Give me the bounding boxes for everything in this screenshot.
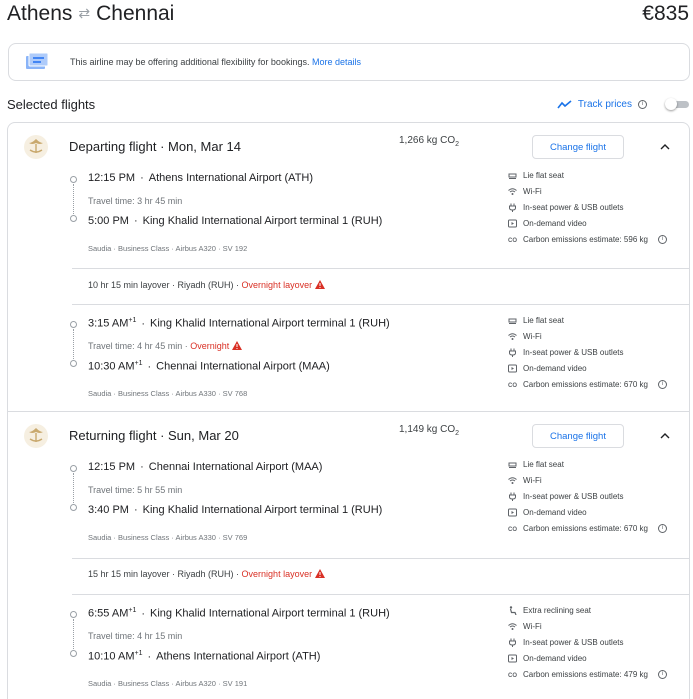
departure-airport: King Khalid International Airport terminal 1 (RUH): [150, 607, 390, 620]
amenity-label: Lie flat seat: [523, 171, 564, 180]
overnight-warning: Overnight: [190, 341, 230, 351]
travel-time-text: Travel time: 4 hr 15 min: [88, 631, 183, 641]
power-plug-icon: [508, 638, 517, 647]
layover-text: 15 hr 15 min layover · Riyadh (RUH) ·: [88, 569, 242, 579]
layover-info: [88, 280, 325, 290]
amenity-item: [508, 348, 624, 357]
arrival-airport: Chennai International Airport (MAA): [156, 360, 330, 373]
layover-divider: [72, 268, 689, 269]
notice-message: This airline may be offering additional flexibility for bookings. More details: [70, 57, 362, 67]
ticket-icon: [25, 52, 49, 72]
separator: ·: [182, 341, 191, 351]
departure-airport: King Khalid International Airport terminal 1 (RUH): [150, 317, 390, 330]
arrival-day-offset: +1: [134, 360, 143, 367]
separator: ·: [147, 650, 152, 663]
amenity-label: In-seat power & USB outlets: [523, 203, 624, 212]
route-line: [73, 619, 74, 649]
departure-dot: [70, 465, 77, 472]
info-icon[interactable]: i: [658, 524, 667, 533]
arrival-row: [88, 215, 382, 227]
flat-seat-icon: [508, 460, 517, 469]
departure-airport: Athens International Airport (ATH): [148, 172, 314, 184]
departure-time: 6:55 AM: [88, 607, 129, 620]
amenity-item: [508, 235, 667, 244]
amenity-item: [508, 187, 542, 196]
flight-details: Saudia · Business Class · Airbus A320 · SV 192: [88, 244, 248, 253]
amenity-item: [508, 219, 587, 228]
svg-text:CO: CO: [508, 673, 517, 679]
track-prices-toggle[interactable]: [665, 98, 689, 110]
departure-airport: Chennai International Airport (MAA): [148, 461, 323, 473]
amenity-item: [508, 670, 667, 679]
flat-seat-icon: [508, 171, 517, 180]
wifi-icon: [508, 187, 517, 196]
svg-text:CO: CO: [508, 238, 517, 244]
separator: ·: [156, 139, 169, 154]
amenity-label: Wi-Fi: [523, 622, 542, 631]
wifi-icon: [508, 476, 517, 485]
section-date: Mon, Mar 14: [168, 139, 241, 154]
separator: ·: [156, 428, 169, 443]
video-icon: [508, 364, 517, 373]
amenity-label: In-seat power & USB outlets: [523, 492, 624, 501]
amenity-item: [508, 492, 624, 501]
power-plug-icon: [508, 348, 517, 357]
video-icon: [508, 508, 517, 517]
section-co2: [399, 424, 459, 437]
flight-section-heading: [69, 139, 241, 154]
amenity-item: [508, 606, 591, 615]
destination-city: Chennai: [96, 2, 175, 25]
amenity-label: Wi-Fi: [523, 476, 542, 485]
travel-time: [88, 631, 182, 641]
departure-dot: [70, 176, 77, 183]
amenity-label: Carbon emissions estimate: 596 kg: [523, 235, 648, 244]
trip-title: [7, 2, 174, 26]
info-icon[interactable]: i: [658, 380, 667, 389]
section-divider: [8, 411, 689, 412]
layover-divider: [72, 594, 689, 595]
separator: ·: [133, 504, 138, 516]
info-icon[interactable]: i: [638, 100, 647, 109]
travel-time: [88, 485, 182, 495]
arrival-dot: [70, 215, 77, 222]
co2-icon: [508, 380, 517, 389]
co2-icon: [508, 524, 517, 533]
separator: ·: [133, 215, 138, 227]
warning-icon: [315, 280, 325, 289]
amenity-item: [508, 460, 564, 469]
trend-icon: [557, 100, 572, 109]
arrival-row: [88, 360, 330, 373]
amenity-label: Extra reclining seat: [523, 606, 592, 615]
route-line: [73, 184, 74, 214]
arrival-time: 3:40 PM: [88, 504, 129, 516]
route-line: [73, 473, 74, 503]
separator: ·: [147, 360, 152, 373]
more-details-link[interactable]: More details: [311, 57, 362, 67]
saudia-logo: [23, 134, 49, 160]
departure-dot: [70, 611, 77, 618]
arrival-time: 5:00 PM: [88, 215, 129, 227]
wifi-icon: [508, 332, 517, 341]
total-price: €835: [642, 2, 689, 25]
departure-time: 3:15 AM: [88, 317, 129, 330]
arrival-dot: [70, 360, 77, 367]
video-icon: [508, 654, 517, 663]
arrival-time: 10:30 AM: [88, 360, 135, 373]
flight-details: Saudia · Business Class · Airbus A320 · SV 191: [88, 679, 248, 688]
section-label: Returning flight: [69, 428, 157, 443]
layover-divider: [72, 558, 689, 559]
separator: ·: [141, 607, 146, 620]
amenity-label: On-demand video: [523, 508, 587, 517]
amenity-label: Carbon emissions estimate: 670 kg: [523, 380, 648, 389]
amenity-label: Carbon emissions estimate: 670 kg: [523, 524, 648, 533]
chevron-up-icon[interactable]: [659, 432, 671, 440]
co2-subscript: 2: [455, 141, 460, 148]
amenity-item: [508, 524, 667, 533]
track-prices-control[interactable]: [557, 99, 647, 110]
svg-text:CO: CO: [508, 527, 517, 533]
arrival-airport: King Khalid International Airport terminal 1 (RUH): [142, 504, 383, 516]
amenity-label: Lie flat seat: [523, 460, 564, 469]
amenity-item: [508, 476, 542, 485]
amenity-item: [508, 203, 624, 212]
section-date: Sun, Mar 20: [168, 428, 239, 443]
power-plug-icon: [508, 203, 517, 212]
co2-value: 1,266 kg CO: [399, 135, 456, 146]
arrival-dot: [70, 504, 77, 511]
change-flight-button[interactable]: Change flight: [532, 424, 624, 448]
arrival-dot: [70, 650, 77, 657]
info-icon[interactable]: i: [658, 235, 667, 244]
departure-dot: [70, 321, 77, 328]
amenity-item: [508, 316, 564, 325]
flexibility-notice: [8, 43, 690, 81]
travel-time-text: Travel time: 3 hr 45 min: [88, 196, 183, 206]
travel-time: [88, 341, 242, 351]
departure-time: 12:15 PM: [88, 172, 136, 184]
amenity-label: Lie flat seat: [523, 316, 564, 325]
arrival-airport: King Khalid International Airport terminal 1 (RUH): [142, 215, 383, 227]
warning-icon: [232, 341, 242, 350]
co2-icon: [508, 670, 517, 679]
separator: ·: [140, 172, 144, 184]
amenity-label: On-demand video: [523, 364, 587, 373]
track-prices-label: Track prices: [577, 99, 632, 110]
reclining-seat-icon: [508, 606, 517, 615]
wifi-icon: [508, 622, 517, 631]
amenity-label: On-demand video: [523, 219, 587, 228]
amenity-label: In-seat power & USB outlets: [523, 348, 624, 357]
amenity-item: [508, 622, 542, 631]
amenity-label: Wi-Fi: [523, 332, 542, 341]
saudia-logo: [23, 423, 49, 449]
flight-details: Saudia · Business Class · Airbus A330 · SV 769: [88, 533, 248, 542]
section-co2: [399, 135, 459, 148]
amenity-item: [508, 380, 667, 389]
layover-warning: Overnight layover: [241, 280, 313, 290]
arrival-row: [88, 650, 320, 663]
co2-icon: [508, 235, 517, 244]
departure-row: [88, 172, 313, 184]
separator: ·: [141, 317, 146, 330]
flat-seat-icon: [508, 316, 517, 325]
amenity-item: [508, 332, 542, 341]
amenity-item: [508, 364, 587, 373]
arrival-airport: Athens International Airport (ATH): [156, 650, 321, 663]
amenity-label: In-seat power & USB outlets: [523, 638, 624, 647]
amenity-item: [508, 508, 587, 517]
power-plug-icon: [508, 492, 517, 501]
departure-day-offset: +1: [128, 317, 137, 324]
flight-details: Saudia · Business Class · Airbus A330 · SV 768: [88, 389, 248, 398]
amenity-label: On-demand video: [523, 654, 587, 663]
origin-city: Athens: [7, 2, 73, 25]
departure-row: [88, 461, 322, 473]
amenity-label: Carbon emissions estimate: 479 kg: [523, 670, 648, 679]
video-icon: [508, 219, 517, 228]
warning-icon: [315, 569, 325, 578]
change-flight-button[interactable]: Change flight: [532, 135, 624, 159]
svg-text:CO: CO: [508, 383, 517, 389]
travel-time-text: Travel time: 5 hr 55 min: [88, 485, 183, 495]
amenity-label: Wi-Fi: [523, 187, 542, 196]
route-line: [73, 329, 74, 359]
arrival-row: [88, 504, 382, 516]
chevron-up-icon[interactable]: [659, 143, 671, 151]
selected-flights-heading: Selected flights: [7, 97, 96, 112]
travel-time-text: Travel time: 4 hr 45 min: [88, 341, 183, 351]
arrival-time: 10:10 AM: [88, 650, 135, 663]
amenity-item: [508, 171, 564, 180]
layover-info: [88, 569, 325, 579]
departure-row: [88, 607, 390, 620]
co2-subscript: 2: [455, 430, 460, 437]
layover-text: 10 hr 15 min layover · Riyadh (RUH) ·: [88, 280, 242, 290]
amenity-item: [508, 638, 624, 647]
separator: ·: [140, 461, 144, 473]
layover-warning: Overnight layover: [241, 569, 313, 579]
amenity-item: [508, 654, 587, 663]
departure-day-offset: +1: [128, 607, 137, 614]
departure-time: 12:15 PM: [88, 461, 136, 473]
swap-arrow-icon: ⇄: [78, 5, 91, 21]
arrival-day-offset: +1: [134, 650, 143, 657]
section-label: Departing flight: [69, 139, 157, 154]
departure-row: [88, 317, 390, 330]
co2-value: 1,149 kg CO: [399, 424, 456, 435]
layover-divider: [72, 304, 689, 305]
travel-time: [88, 196, 182, 206]
info-icon[interactable]: i: [658, 670, 667, 679]
flight-section-heading: [69, 428, 239, 443]
